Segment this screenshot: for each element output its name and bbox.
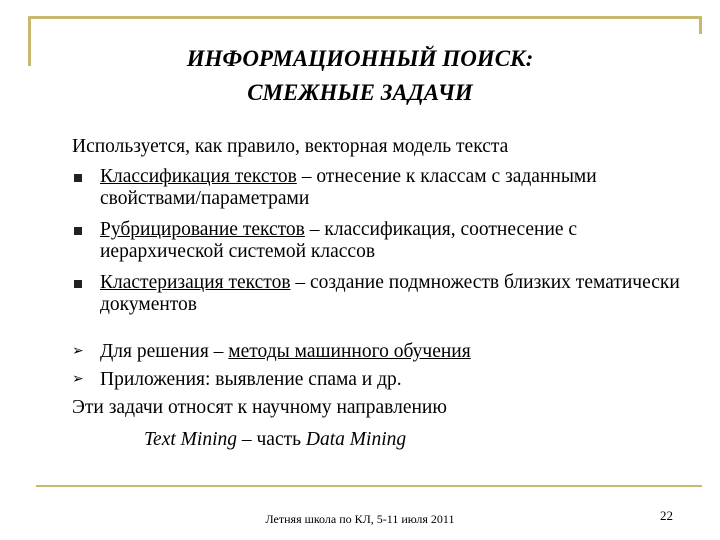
bullet-term: Классификация текстов [100,166,297,187]
footer-rule [36,485,702,487]
text-mining-term: Text Mining [144,429,237,450]
frame-left-rule [28,16,31,66]
frame-right-rule [699,16,702,34]
arrow-item-solution [72,341,682,363]
title-line-1: ИНФОРМАЦИОННЫЙ ПОИСК: [186,46,534,71]
title-line-2: СМЕЖНЫЕ ЗАДАЧИ [247,80,473,105]
arrow-bullet-icon: ➢ [72,372,84,387]
applications-text: Приложения: выявление спама и др. [100,369,402,390]
text-mining-line [72,429,682,451]
square-bullet-icon [74,280,82,288]
bullet-term: Кластеризация текстов [100,272,291,293]
slide-content [72,136,682,451]
bullet-item [72,219,682,263]
solution-prefix: Для решения – [100,341,229,362]
footer-caption: Летняя школа по КЛ, 5-11 июля 2011 [265,512,455,526]
bullet-item [72,166,682,210]
arrow-bullet-icon: ➢ [72,344,84,359]
intro-text: Используется, как правило, векторная модель текста [72,136,509,157]
slide-title [100,42,620,110]
text-mining-mid: – часть [237,429,306,450]
bullet-term: Рубрицирование текстов [100,219,305,240]
closing-text: Эти задачи относят к научному направлению [72,397,447,418]
arrow-item-applications [72,369,682,391]
frame-top-rule [28,16,702,19]
ml-methods-link: методы машинного обучения [228,341,471,362]
data-mining-term: Data Mining [305,429,407,450]
page-number: 22 [660,508,673,523]
bullet-item [72,272,682,316]
bullet-text: – классификация, соотнесение с иерархической системой классов [100,219,578,262]
square-bullet-icon [74,227,82,235]
bullet-text: – создание подмножеств близких тематически документов [100,272,680,315]
bullet-text: – отнесение к классам с заданными свойствами/параметрами [100,166,597,209]
square-bullet-icon [74,174,82,182]
